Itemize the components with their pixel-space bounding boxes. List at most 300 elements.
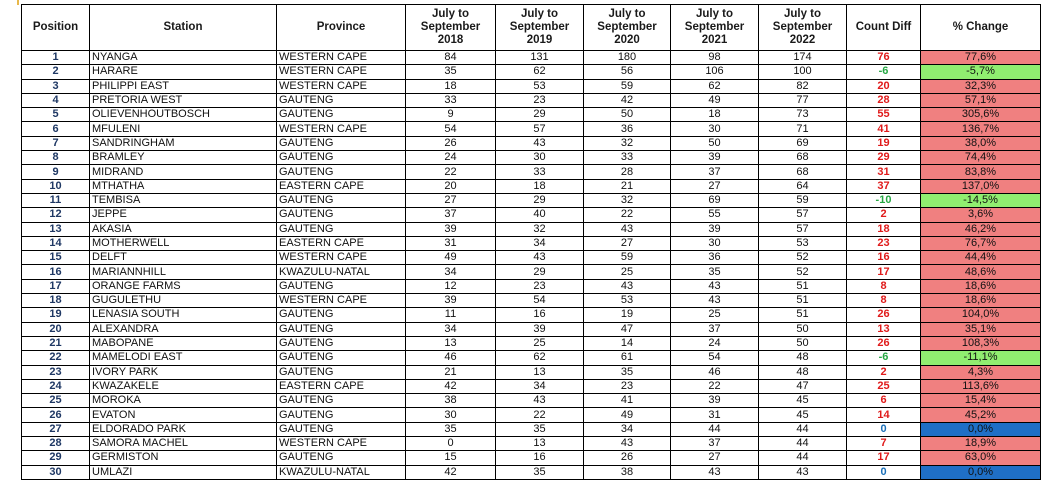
position-cell: 16 [22, 265, 90, 279]
count-diff-cell: 2 [847, 365, 921, 379]
position-cell: 6 [22, 122, 90, 136]
position-cell: 21 [22, 336, 90, 350]
table-row [22, 394, 1041, 408]
count-2019-cell: 43 [496, 251, 584, 265]
count-2018-cell: 35 [406, 422, 496, 436]
header-pct-change: % Change [921, 5, 1041, 51]
station-cell: ORANGE FARMS [90, 279, 277, 293]
count-2021-cell: 39 [671, 394, 759, 408]
table-row [22, 294, 1041, 308]
pct-change-cell: 0,0% [921, 465, 1041, 479]
header-2018-line-1: July to [431, 8, 470, 20]
province-cell: GAUTENG [277, 93, 406, 107]
header-2019-line-3: 2019 [526, 34, 553, 46]
province-cell: GAUTENG [277, 422, 406, 436]
count-2020-cell: 42 [584, 93, 671, 107]
count-2018-cell: 31 [406, 236, 496, 250]
count-2021-cell: 37 [671, 165, 759, 179]
count-2018-cell: 38 [406, 394, 496, 408]
count-2021-cell: 44 [671, 422, 759, 436]
position-cell: 11 [22, 193, 90, 207]
count-diff-cell: 26 [847, 308, 921, 322]
table-row [22, 65, 1041, 79]
count-diff-cell: 20 [847, 79, 921, 93]
province-cell: GAUTENG [277, 451, 406, 465]
province-cell: GAUTENG [277, 336, 406, 350]
table-row [22, 336, 1041, 350]
count-diff-cell: 19 [847, 136, 921, 150]
count-2020-cell: 50 [584, 108, 671, 122]
province-cell: WESTERN CAPE [277, 251, 406, 265]
count-2018-cell: 37 [406, 208, 496, 222]
pct-change-cell: 44,4% [921, 251, 1041, 265]
pct-change-cell: -11,1% [921, 351, 1041, 365]
count-2019-cell: 29 [496, 108, 584, 122]
pct-change-cell: 113,6% [921, 379, 1041, 393]
count-2021-cell: 37 [671, 322, 759, 336]
station-cell: GERMISTON [90, 451, 277, 465]
count-2022-cell: 52 [759, 265, 847, 279]
count-diff-cell: -6 [847, 65, 921, 79]
station-cell: MOTHERWELL [90, 236, 277, 250]
header-2019-line-2: September [509, 21, 570, 33]
count-2021-cell: 69 [671, 193, 759, 207]
count-2022-cell: 50 [759, 336, 847, 350]
count-diff-cell: -6 [847, 351, 921, 365]
count-2019-cell: 29 [496, 265, 584, 279]
pct-change-cell: 77,6% [921, 51, 1041, 65]
count-2018-cell: 54 [406, 122, 496, 136]
count-2018-cell: 49 [406, 251, 496, 265]
table-row [22, 437, 1041, 451]
count-2022-cell: 44 [759, 451, 847, 465]
pct-change-cell: 18,6% [921, 279, 1041, 293]
count-2022-cell: 48 [759, 351, 847, 365]
province-cell: EASTERN CAPE [277, 379, 406, 393]
count-2018-cell: 39 [406, 294, 496, 308]
station-cell: MIDRAND [90, 165, 277, 179]
station-cell: EVATON [90, 408, 277, 422]
province-cell: WESTERN CAPE [277, 51, 406, 65]
count-diff-cell: 0 [847, 465, 921, 479]
province-cell: GAUTENG [277, 279, 406, 293]
count-2018-cell: 9 [406, 108, 496, 122]
count-2018-cell: 35 [406, 65, 496, 79]
count-2018-cell: 0 [406, 437, 496, 451]
count-2018-cell: 39 [406, 222, 496, 236]
count-2018-cell: 20 [406, 179, 496, 193]
count-2021-cell: 31 [671, 408, 759, 422]
table-row [22, 251, 1041, 265]
table-row [22, 208, 1041, 222]
position-cell: 10 [22, 179, 90, 193]
pct-change-cell: -5,7% [921, 65, 1041, 79]
province-cell: GAUTENG [277, 208, 406, 222]
station-cell: MAMELODI EAST [90, 351, 277, 365]
position-cell: 27 [22, 422, 90, 436]
count-2021-cell: 43 [671, 465, 759, 479]
header-position: Position [22, 5, 90, 51]
count-2018-cell: 18 [406, 79, 496, 93]
pct-change-cell: 57,1% [921, 93, 1041, 107]
pct-change-cell: 32,3% [921, 79, 1041, 93]
position-cell: 20 [22, 322, 90, 336]
count-diff-cell: 41 [847, 122, 921, 136]
pct-change-cell: 3,6% [921, 208, 1041, 222]
table-row [22, 379, 1041, 393]
station-cell: SAMORA MACHEL [90, 437, 277, 451]
station-ranking-table [21, 4, 1041, 480]
count-2018-cell: 15 [406, 451, 496, 465]
count-diff-cell: 23 [847, 236, 921, 250]
count-2021-cell: 43 [671, 279, 759, 293]
pct-change-cell: 46,2% [921, 222, 1041, 236]
table-row [22, 422, 1041, 436]
count-diff-cell: 2 [847, 208, 921, 222]
count-2022-cell: 47 [759, 379, 847, 393]
count-2019-cell: 23 [496, 279, 584, 293]
position-cell: 15 [22, 251, 90, 265]
header-2022 [759, 5, 847, 51]
count-2019-cell: 35 [496, 465, 584, 479]
pct-change-cell: 63,0% [921, 451, 1041, 465]
position-cell: 22 [22, 351, 90, 365]
count-diff-cell: 29 [847, 151, 921, 165]
position-cell: 4 [22, 93, 90, 107]
count-2018-cell: 33 [406, 93, 496, 107]
count-2018-cell: 11 [406, 308, 496, 322]
station-cell: NYANGA [90, 51, 277, 65]
count-2019-cell: 32 [496, 222, 584, 236]
count-2022-cell: 50 [759, 322, 847, 336]
count-2022-cell: 100 [759, 65, 847, 79]
count-diff-cell: 13 [847, 322, 921, 336]
cell-selection-mark [17, 0, 19, 5]
count-2020-cell: 32 [584, 136, 671, 150]
position-cell: 13 [22, 222, 90, 236]
count-2019-cell: 54 [496, 294, 584, 308]
count-2018-cell: 13 [406, 336, 496, 350]
table-row [22, 193, 1041, 207]
count-2022-cell: 77 [759, 93, 847, 107]
province-cell: GAUTENG [277, 308, 406, 322]
position-cell: 8 [22, 151, 90, 165]
count-2019-cell: 62 [496, 351, 584, 365]
count-2022-cell: 48 [759, 365, 847, 379]
count-2019-cell: 23 [496, 93, 584, 107]
station-cell: KWAZAKELE [90, 379, 277, 393]
station-cell: ELDORADO PARK [90, 422, 277, 436]
header-2018-line-2: September [420, 21, 481, 33]
count-diff-cell: 76 [847, 51, 921, 65]
position-cell: 26 [22, 408, 90, 422]
count-2021-cell: 37 [671, 437, 759, 451]
count-2022-cell: 43 [759, 465, 847, 479]
count-2022-cell: 64 [759, 179, 847, 193]
count-2020-cell: 27 [584, 236, 671, 250]
count-2021-cell: 36 [671, 251, 759, 265]
province-cell: GAUTENG [277, 408, 406, 422]
count-2020-cell: 53 [584, 294, 671, 308]
pct-change-cell: 38,0% [921, 136, 1041, 150]
header-2020 [584, 5, 671, 51]
count-2020-cell: 22 [584, 208, 671, 222]
count-2022-cell: 69 [759, 136, 847, 150]
count-2018-cell: 22 [406, 165, 496, 179]
count-2021-cell: 106 [671, 65, 759, 79]
count-2022-cell: 59 [759, 193, 847, 207]
station-cell: OLIEVENHOUTBOSCH [90, 108, 277, 122]
count-2020-cell: 36 [584, 122, 671, 136]
count-2019-cell: 33 [496, 165, 584, 179]
table-row [22, 351, 1041, 365]
count-diff-cell: 26 [847, 336, 921, 350]
station-cell: TEMBISA [90, 193, 277, 207]
count-2018-cell: 27 [406, 193, 496, 207]
table-row [22, 265, 1041, 279]
count-2022-cell: 53 [759, 236, 847, 250]
position-cell: 2 [22, 65, 90, 79]
count-diff-cell: 17 [847, 451, 921, 465]
count-2018-cell: 30 [406, 408, 496, 422]
table-row [22, 51, 1041, 65]
province-cell: GAUTENG [277, 151, 406, 165]
province-cell: WESTERN CAPE [277, 437, 406, 451]
count-2021-cell: 49 [671, 93, 759, 107]
count-2021-cell: 18 [671, 108, 759, 122]
station-cell: JEPPE [90, 208, 277, 222]
count-2021-cell: 50 [671, 136, 759, 150]
table-row [22, 365, 1041, 379]
table-row [22, 322, 1041, 336]
position-cell: 12 [22, 208, 90, 222]
count-diff-cell: 25 [847, 379, 921, 393]
position-cell: 5 [22, 108, 90, 122]
header-2020-line-3: 2020 [614, 34, 640, 46]
header-row [22, 5, 1041, 51]
count-2021-cell: 30 [671, 122, 759, 136]
count-2020-cell: 21 [584, 179, 671, 193]
province-cell: WESTERN CAPE [277, 65, 406, 79]
position-cell: 25 [22, 394, 90, 408]
table-row [22, 236, 1041, 250]
province-cell: GAUTENG [277, 165, 406, 179]
header-2021-line-1: July to [695, 8, 734, 20]
count-diff-cell: 8 [847, 279, 921, 293]
count-2021-cell: 62 [671, 79, 759, 93]
pct-change-cell: 136,7% [921, 122, 1041, 136]
count-2019-cell: 43 [496, 136, 584, 150]
count-2018-cell: 84 [406, 51, 496, 65]
count-2022-cell: 68 [759, 151, 847, 165]
position-cell: 30 [22, 465, 90, 479]
count-2020-cell: 180 [584, 51, 671, 65]
count-2019-cell: 131 [496, 51, 584, 65]
position-cell: 3 [22, 79, 90, 93]
province-cell: WESTERN CAPE [277, 294, 406, 308]
pct-change-cell: 18,9% [921, 437, 1041, 451]
pct-change-cell: 108,3% [921, 336, 1041, 350]
count-2019-cell: 43 [496, 394, 584, 408]
station-cell: IVORY PARK [90, 365, 277, 379]
pct-change-cell: 15,4% [921, 394, 1041, 408]
count-2018-cell: 42 [406, 379, 496, 393]
pct-change-cell: 137,0% [921, 179, 1041, 193]
count-2018-cell: 46 [406, 351, 496, 365]
station-cell: AKASIA [90, 222, 277, 236]
position-cell: 1 [22, 51, 90, 65]
count-2019-cell: 22 [496, 408, 584, 422]
table-row [22, 79, 1041, 93]
table-row [22, 465, 1041, 479]
count-2021-cell: 30 [671, 236, 759, 250]
table-row [22, 122, 1041, 136]
count-2020-cell: 41 [584, 394, 671, 408]
table-row [22, 408, 1041, 422]
count-diff-cell: 0 [847, 422, 921, 436]
count-diff-cell: -10 [847, 193, 921, 207]
table-row [22, 136, 1041, 150]
count-2021-cell: 46 [671, 365, 759, 379]
province-cell: GAUTENG [277, 322, 406, 336]
count-2021-cell: 55 [671, 208, 759, 222]
pct-change-cell: 48,6% [921, 265, 1041, 279]
province-cell: GAUTENG [277, 365, 406, 379]
position-cell: 28 [22, 437, 90, 451]
province-cell: WESTERN CAPE [277, 79, 406, 93]
count-2019-cell: 40 [496, 208, 584, 222]
count-diff-cell: 14 [847, 408, 921, 422]
count-2019-cell: 35 [496, 422, 584, 436]
province-cell: KWAZULU-NATAL [277, 265, 406, 279]
station-cell: MOROKA [90, 394, 277, 408]
count-2022-cell: 44 [759, 437, 847, 451]
count-2018-cell: 12 [406, 279, 496, 293]
count-2021-cell: 98 [671, 51, 759, 65]
province-cell: GAUTENG [277, 193, 406, 207]
station-cell: MTHATHA [90, 179, 277, 193]
count-2019-cell: 34 [496, 379, 584, 393]
station-cell: MFULENI [90, 122, 277, 136]
station-cell: PRETORIA WEST [90, 93, 277, 107]
count-2020-cell: 43 [584, 437, 671, 451]
table-row [22, 222, 1041, 236]
count-2020-cell: 32 [584, 193, 671, 207]
pct-change-cell: 4,3% [921, 365, 1041, 379]
header-2018-line-3: 2018 [437, 34, 464, 46]
header-2019-line-1: July to [520, 8, 559, 20]
pct-change-cell: 0,0% [921, 422, 1041, 436]
count-diff-cell: 6 [847, 394, 921, 408]
province-cell: KWAZULU-NATAL [277, 465, 406, 479]
pct-change-cell: 76,7% [921, 236, 1041, 250]
count-2020-cell: 28 [584, 165, 671, 179]
count-2019-cell: 57 [496, 122, 584, 136]
count-2020-cell: 43 [584, 279, 671, 293]
count-2018-cell: 34 [406, 322, 496, 336]
header-province: Province [277, 5, 406, 51]
table-row [22, 93, 1041, 107]
count-2022-cell: 45 [759, 408, 847, 422]
position-cell: 14 [22, 236, 90, 250]
count-diff-cell: 31 [847, 165, 921, 179]
count-2020-cell: 61 [584, 351, 671, 365]
station-cell: DELFT [90, 251, 277, 265]
count-2021-cell: 27 [671, 451, 759, 465]
station-cell: HARARE [90, 65, 277, 79]
count-2020-cell: 23 [584, 379, 671, 393]
count-diff-cell: 18 [847, 222, 921, 236]
header-2022-line-2: September [772, 21, 833, 33]
pct-change-cell: 104,0% [921, 308, 1041, 322]
count-diff-cell: 37 [847, 179, 921, 193]
count-2022-cell: 174 [759, 51, 847, 65]
province-cell: EASTERN CAPE [277, 179, 406, 193]
count-2019-cell: 25 [496, 336, 584, 350]
count-2022-cell: 57 [759, 222, 847, 236]
pct-change-cell: 18,6% [921, 294, 1041, 308]
count-2022-cell: 51 [759, 294, 847, 308]
count-2018-cell: 42 [406, 465, 496, 479]
station-cell: LENASIA SOUTH [90, 308, 277, 322]
header-2021 [671, 5, 759, 51]
count-2020-cell: 26 [584, 451, 671, 465]
station-cell: MABOPANE [90, 336, 277, 350]
count-2022-cell: 44 [759, 422, 847, 436]
table-row [22, 165, 1041, 179]
count-2020-cell: 14 [584, 336, 671, 350]
count-2020-cell: 25 [584, 265, 671, 279]
province-cell: GAUTENG [277, 351, 406, 365]
count-2019-cell: 29 [496, 193, 584, 207]
count-2018-cell: 26 [406, 136, 496, 150]
count-2019-cell: 13 [496, 437, 584, 451]
count-2020-cell: 59 [584, 79, 671, 93]
province-cell: WESTERN CAPE [277, 122, 406, 136]
header-count-diff: Count Diff [847, 5, 921, 51]
count-2019-cell: 13 [496, 365, 584, 379]
table-row [22, 179, 1041, 193]
header-2019 [496, 5, 584, 51]
count-2022-cell: 51 [759, 308, 847, 322]
table-row [22, 151, 1041, 165]
count-2021-cell: 54 [671, 351, 759, 365]
pct-change-cell: 35,1% [921, 322, 1041, 336]
station-cell: ALEXANDRA [90, 322, 277, 336]
province-cell: GAUTENG [277, 136, 406, 150]
count-2021-cell: 39 [671, 222, 759, 236]
count-2020-cell: 43 [584, 222, 671, 236]
position-cell: 9 [22, 165, 90, 179]
count-2021-cell: 22 [671, 379, 759, 393]
count-2022-cell: 82 [759, 79, 847, 93]
header-2018 [406, 5, 496, 51]
count-2022-cell: 71 [759, 122, 847, 136]
position-cell: 19 [22, 308, 90, 322]
header-2022-line-1: July to [783, 8, 822, 20]
count-diff-cell: 55 [847, 108, 921, 122]
count-2020-cell: 49 [584, 408, 671, 422]
position-cell: 18 [22, 294, 90, 308]
header-2022-line-3: 2022 [789, 34, 816, 46]
count-diff-cell: 28 [847, 93, 921, 107]
table-row [22, 308, 1041, 322]
pct-change-cell: 305,6% [921, 108, 1041, 122]
count-2019-cell: 16 [496, 451, 584, 465]
header-2021-line-3: 2021 [701, 34, 728, 46]
count-2019-cell: 62 [496, 65, 584, 79]
count-2020-cell: 19 [584, 308, 671, 322]
